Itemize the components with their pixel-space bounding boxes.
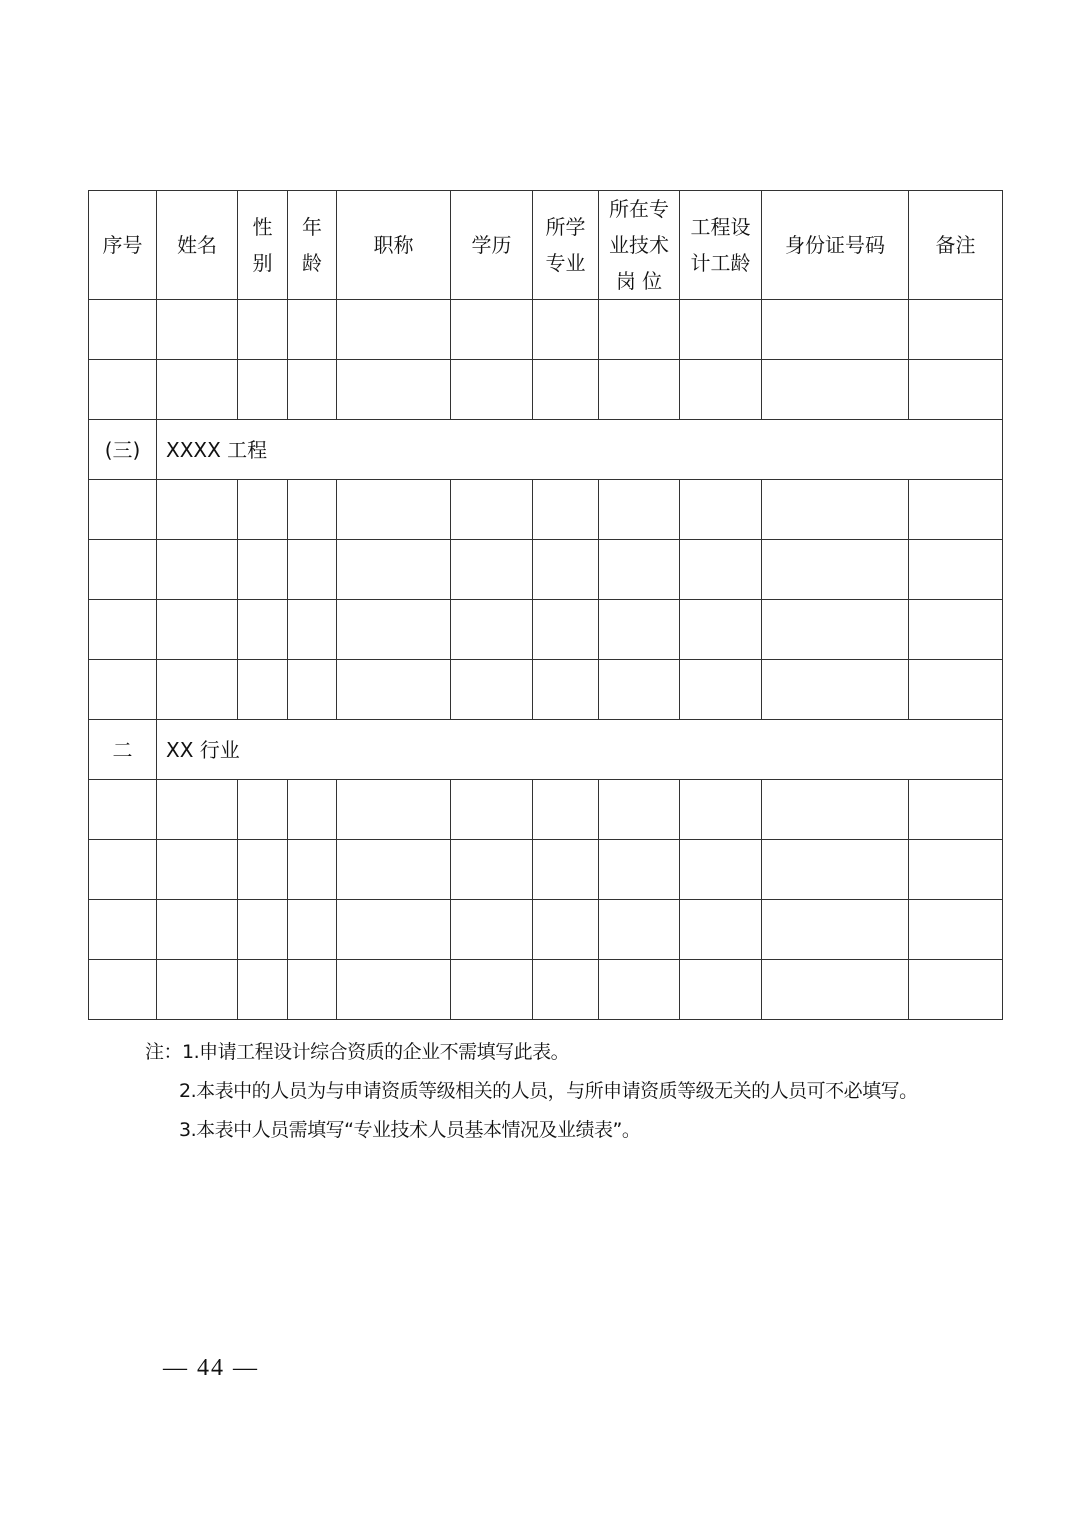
table-cell xyxy=(89,600,157,660)
table-cell xyxy=(89,360,157,420)
table-cell xyxy=(238,300,288,360)
page-number: — 44 — xyxy=(163,1355,259,1381)
table-cell xyxy=(89,480,157,540)
table-cell xyxy=(680,480,762,540)
table-row xyxy=(89,840,1003,900)
table-cell xyxy=(157,660,238,720)
table-cell xyxy=(599,960,680,1020)
table-cell xyxy=(157,900,238,960)
header-cell-age xyxy=(288,191,337,300)
table-cell xyxy=(157,300,238,360)
table-row xyxy=(89,300,1003,360)
section-number: (三) xyxy=(89,420,157,480)
table-cell xyxy=(533,840,599,900)
note-line-1: 注：1.申请工程设计综合资质的企业不需填写此表。 xyxy=(145,1041,570,1063)
table-cell xyxy=(533,360,599,420)
table-cell xyxy=(680,780,762,840)
table-cell xyxy=(288,480,337,540)
section-row xyxy=(89,720,1003,780)
table-cell xyxy=(238,600,288,660)
section-title: XX 行业 xyxy=(157,720,1003,780)
section-number: 二 xyxy=(89,720,157,780)
table-cell xyxy=(909,480,1003,540)
table-cell xyxy=(909,600,1003,660)
table-cell xyxy=(288,780,337,840)
table-cell xyxy=(288,840,337,900)
table-cell xyxy=(533,960,599,1020)
table-cell xyxy=(451,960,533,1020)
table-cell xyxy=(451,660,533,720)
header-label: 备注 xyxy=(935,233,976,257)
table-cell xyxy=(599,300,680,360)
table-cell xyxy=(157,780,238,840)
table-cell xyxy=(909,840,1003,900)
header-cell-name xyxy=(157,191,238,300)
table-cell xyxy=(157,960,238,1020)
table-row xyxy=(89,600,1003,660)
header-cell-education xyxy=(451,191,533,300)
header-cell-remarks xyxy=(909,191,1003,300)
header-cell-design-years xyxy=(680,191,762,300)
table-cell xyxy=(533,600,599,660)
header-cell-major xyxy=(533,191,599,300)
table-cell xyxy=(533,540,599,600)
table-cell xyxy=(533,480,599,540)
table-cell xyxy=(337,480,451,540)
table-row xyxy=(89,480,1003,540)
table-cell xyxy=(909,960,1003,1020)
table-row xyxy=(89,900,1003,960)
table-cell xyxy=(337,540,451,600)
table-cell xyxy=(288,600,337,660)
table-cell xyxy=(337,840,451,900)
table-cell xyxy=(337,960,451,1020)
table-body xyxy=(89,300,1003,1020)
table-cell xyxy=(288,960,337,1020)
table-row xyxy=(89,360,1003,420)
table-row xyxy=(89,660,1003,720)
table-cell xyxy=(238,660,288,720)
table-cell xyxy=(337,900,451,960)
table-cell xyxy=(238,840,288,900)
table-cell xyxy=(599,780,680,840)
table-row xyxy=(89,540,1003,600)
table-cell xyxy=(762,300,909,360)
table-cell xyxy=(762,600,909,660)
table-cell xyxy=(909,300,1003,360)
table-cell xyxy=(89,540,157,600)
table-cell xyxy=(762,360,909,420)
header-label: 序号 xyxy=(102,233,143,257)
table-cell xyxy=(909,660,1003,720)
table-cell xyxy=(762,540,909,600)
table-cell xyxy=(89,660,157,720)
table-cell xyxy=(762,480,909,540)
table-cell xyxy=(451,840,533,900)
table-cell xyxy=(89,780,157,840)
table-cell xyxy=(288,540,337,600)
header-label: 性 别 xyxy=(252,215,273,275)
table-cell xyxy=(909,360,1003,420)
table-cell xyxy=(337,300,451,360)
table-cell xyxy=(599,840,680,900)
table-cell xyxy=(599,600,680,660)
header-label: 姓名 xyxy=(177,233,217,257)
table-cell xyxy=(762,960,909,1020)
table-cell xyxy=(451,480,533,540)
table-cell xyxy=(680,540,762,600)
table-cell xyxy=(680,300,762,360)
table-cell xyxy=(599,360,680,420)
header-cell-position xyxy=(599,191,680,300)
header-label: 所学 专业 xyxy=(545,215,586,275)
table-cell xyxy=(157,480,238,540)
table-cell xyxy=(909,540,1003,600)
header-label: 职称 xyxy=(373,233,414,257)
table-cell xyxy=(680,600,762,660)
header-row xyxy=(89,191,1003,300)
header-cell-id-number xyxy=(762,191,909,300)
table-cell xyxy=(238,540,288,600)
table-cell xyxy=(157,540,238,600)
table-cell xyxy=(680,660,762,720)
table-cell xyxy=(337,660,451,720)
header-label: 所在专 业技术 岗 位 xyxy=(609,197,669,293)
header-cell-index xyxy=(89,191,157,300)
header-cell-title xyxy=(337,191,451,300)
table-cell xyxy=(451,780,533,840)
table-cell xyxy=(533,300,599,360)
table-cell xyxy=(599,480,680,540)
table-cell xyxy=(451,600,533,660)
table-cell xyxy=(533,900,599,960)
section-row xyxy=(89,420,1003,480)
table-cell xyxy=(451,360,533,420)
table-cell xyxy=(909,780,1003,840)
table-cell xyxy=(238,960,288,1020)
table-cell xyxy=(238,900,288,960)
table-cell xyxy=(238,480,288,540)
table-cell xyxy=(288,900,337,960)
table-cell xyxy=(157,840,238,900)
table-cell xyxy=(599,900,680,960)
table-cell xyxy=(238,360,288,420)
section-title: XXXX 工程 xyxy=(157,420,1003,480)
note-line-2: 2.本表中的人员为与申请资质等级相关的人员，与所申请资质等级无关的人员可不必填写。 xyxy=(179,1080,918,1102)
table-cell xyxy=(337,360,451,420)
table-cell xyxy=(680,960,762,1020)
header-label: 工程设 计工龄 xyxy=(690,215,751,275)
header-label: 年 龄 xyxy=(302,215,322,275)
table-cell xyxy=(288,660,337,720)
header-label: 身份证号码 xyxy=(785,233,885,257)
table-cell xyxy=(451,300,533,360)
table-cell xyxy=(599,660,680,720)
header-cell-gender xyxy=(238,191,288,300)
table-cell xyxy=(451,540,533,600)
table-cell xyxy=(680,900,762,960)
table-cell xyxy=(762,900,909,960)
table-cell xyxy=(89,840,157,900)
table-row xyxy=(89,780,1003,840)
table-header xyxy=(89,191,1003,300)
table-cell xyxy=(451,900,533,960)
header-label: 学历 xyxy=(471,233,512,257)
table-cell xyxy=(89,900,157,960)
table-cell xyxy=(533,780,599,840)
table-cell xyxy=(337,780,451,840)
table-cell xyxy=(909,900,1003,960)
table-notes xyxy=(145,1033,918,1150)
table-row xyxy=(89,960,1003,1020)
table-cell xyxy=(762,660,909,720)
table-cell xyxy=(238,780,288,840)
table-cell xyxy=(337,600,451,660)
table-cell xyxy=(288,360,337,420)
table-cell xyxy=(680,360,762,420)
table-cell xyxy=(157,360,238,420)
table-cell xyxy=(762,840,909,900)
table-cell xyxy=(89,960,157,1020)
note-line-3: 3.本表中人员需填写“专业技术人员基本情况及业绩表”。 xyxy=(179,1119,641,1141)
table-cell xyxy=(680,840,762,900)
table-cell xyxy=(288,300,337,360)
table-cell xyxy=(762,780,909,840)
staff-table xyxy=(88,190,1003,1020)
table-cell xyxy=(599,540,680,600)
table-cell xyxy=(89,300,157,360)
table-cell xyxy=(157,600,238,660)
table-cell xyxy=(533,660,599,720)
